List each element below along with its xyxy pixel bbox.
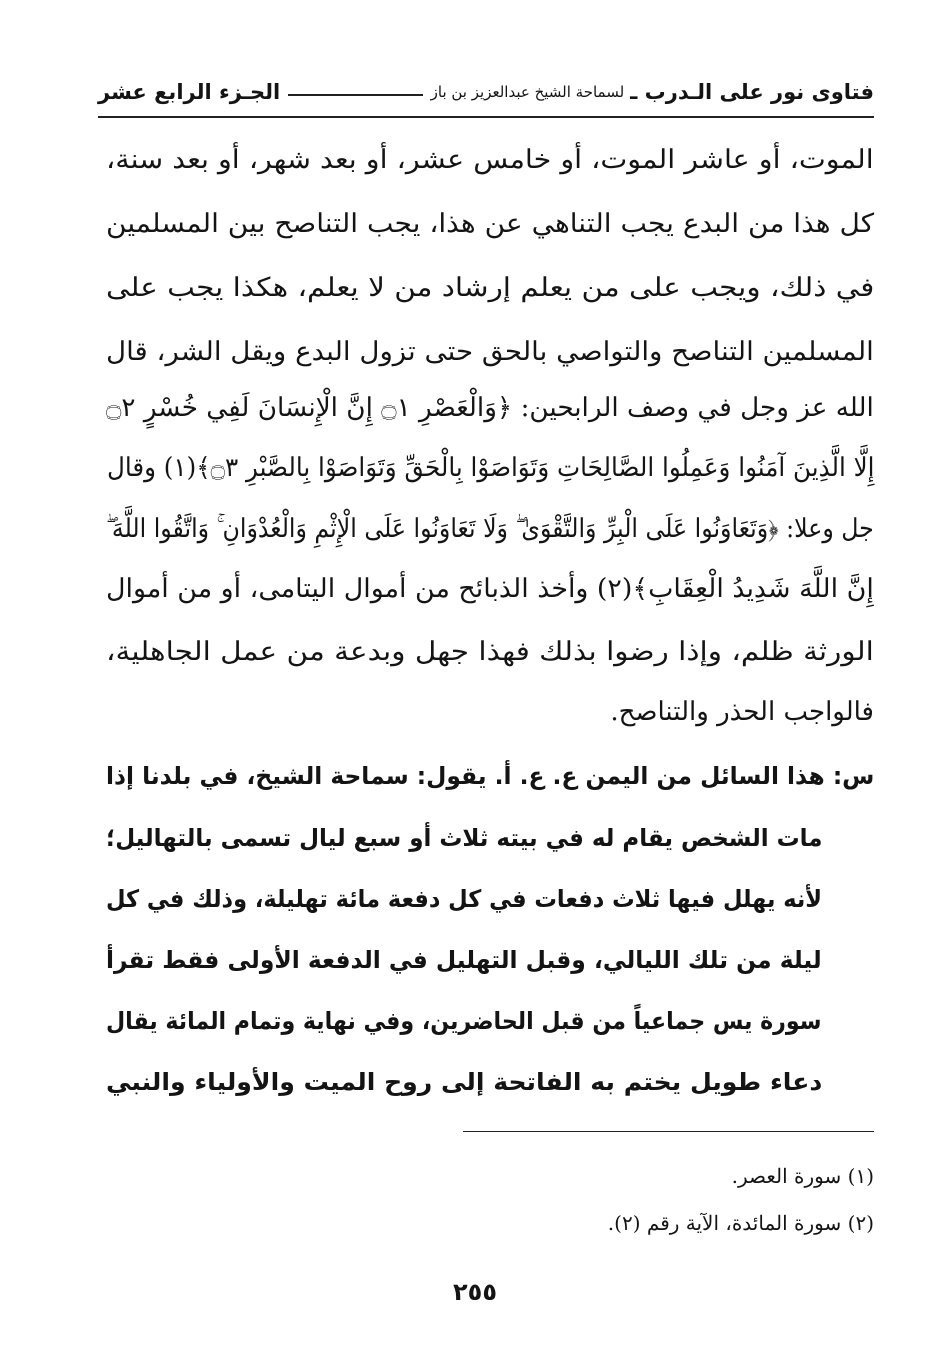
paragraph-line: إِنَّ اللَّهَ شَدِيدُ الْعِقَابِ﴾(٢) وأخذ الذبائح من أموال اليتامى، أو من أموال xyxy=(106,574,874,604)
header-author: لسماحة الشيخ عبدالعزيز بن باز xyxy=(430,83,625,101)
question-line: لأنه يهلل فيها ثلاث دفعات في كل دفعة مائة تهليلة، وذلك في كل xyxy=(105,885,822,913)
quran-verse-line: جل وعلا: ﴿وَتَعَاوَنُوا عَلَى الْبِرِّ وَالتَّقْوَىٰ ۖ وَلَا تَعَاوَنُوا عَلَى الْإِثْمِ وَالْعُدْوَانِ ۚ وَاتَّقُوا اللَّهَ ۖ xyxy=(106,514,874,544)
question-line: مات الشخص يقام له في بيته ثلاث أو سبع ليال تسمى بالتهاليل؛ xyxy=(105,824,822,852)
question-line: ليلة من تلك الليالي، وقبل التهليل في الدفعة الأولى فقط تقرأ xyxy=(106,946,822,974)
question-line: س: هذا السائل من اليمن ع. ع. أ. يقول: سماحة الشيخ، في بلدنا إذا xyxy=(105,762,874,790)
quran-verse-line: الله عز وجل في وصف الرابحين: ﴿وَالْعَصْرِ ۝١ إِنَّ الْإِنسَانَ لَفِي خُسْرٍ ۝٢ xyxy=(106,393,874,423)
running-header xyxy=(98,72,874,112)
paragraph-line: المسلمين التناصح والتواصي بالحق حتى تزول البدع ويقل الشر، قال xyxy=(106,337,874,367)
page-number: ٢٥٥ xyxy=(453,1278,497,1306)
footnote-1: (١) سورة العصر. xyxy=(731,1164,874,1188)
header-series-title: فتاوى نور على الـدرب ـ xyxy=(630,80,874,104)
paragraph-line: الموت، أو عاشر الموت، أو خامس عشر، أو بعد شهر، أو بعد سنة، xyxy=(106,145,874,175)
header-part-title: الجـزء الرابع عشر xyxy=(98,80,281,104)
footnote-separator xyxy=(463,1131,874,1132)
paragraph-line: فالواجب الحذر والتناصح. xyxy=(610,697,874,727)
paragraph-line: كل هذا من البدع يجب التناهي عن هذا، يجب التناصح بين المسلمين xyxy=(105,209,874,239)
quran-verse-line: إِلَّا الَّذِينَ آمَنُوا وَعَمِلُوا الصَّالِحَاتِ وَتَوَاصَوْا بِالْحَقِّ وَتَوَاصَوْا بِالصَّبْرِ ۝٣﴾(١) وقال xyxy=(106,453,874,483)
question-line: سورة يس جماعياً من قبل الحاضرين، وفي نهاية وتمام المائة يقال xyxy=(106,1007,822,1035)
footnote-2: (٢) سورة المائدة، الآية رقم (٢). xyxy=(607,1211,874,1235)
paragraph-line: الورثة ظلم، وإذا رضوا بذلك فهذا جهل وبدعة من عمل الجاهلية، xyxy=(106,637,874,667)
header-rule xyxy=(98,116,874,118)
header-fill-line xyxy=(288,94,422,96)
question-line: دعاء طويل يختم به الفاتحة إلى روح الميت والأولياء والنبي xyxy=(105,1068,822,1096)
paragraph-line: في ذلك، ويجب على من يعلم إرشاد من لا يعلم، هكذا يجب على xyxy=(105,273,874,303)
